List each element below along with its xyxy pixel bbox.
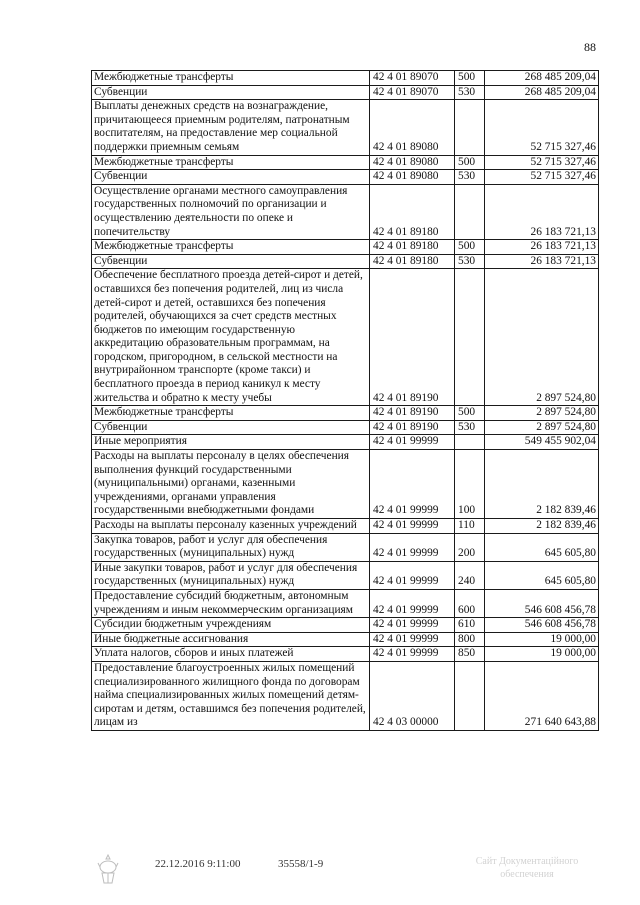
table-row: [92, 533, 599, 561]
row-kind-cell: 110: [455, 519, 485, 534]
row-amount-cell: 271 640 643,88: [485, 661, 599, 730]
row-kind-cell: 530: [455, 170, 485, 185]
row-code-cell: 42 4 01 99999: [370, 533, 455, 561]
row-name-cell: Выплаты денежных средств на вознаграждение, причитающееся приемным родителям, патронатным воспитателям, на предоставление мер социальной поддержки приемным семьям: [92, 100, 370, 155]
page-number: 88: [584, 40, 596, 54]
row-kind-cell: 500: [455, 240, 485, 255]
row-code-cell: 42 4 01 89070: [370, 85, 455, 100]
row-amount-cell: 546 608 456,78: [485, 618, 599, 633]
row-code-cell: 42 4 01 99999: [370, 561, 455, 589]
table-row: [92, 170, 599, 185]
row-code-cell: 42 4 01 89180: [370, 184, 455, 239]
table-row: [92, 589, 599, 617]
row-kind-cell: 530: [455, 85, 485, 100]
row-amount-cell: 26 183 721,13: [485, 254, 599, 269]
row-code-cell: 42 4 01 89080: [370, 155, 455, 170]
budget-table-body: [92, 71, 599, 731]
row-name-cell: Иные мероприятия: [92, 435, 370, 450]
row-name-cell: Межбюджетные трансферты: [92, 155, 370, 170]
table-row: [92, 85, 599, 100]
budget-table: [91, 70, 599, 731]
row-kind-cell: 800: [455, 632, 485, 647]
row-kind-cell: [455, 661, 485, 730]
row-name-cell: Межбюджетные трансферты: [92, 406, 370, 421]
row-name-cell: Субвенции: [92, 254, 370, 269]
row-name-cell: Субвенции: [92, 420, 370, 435]
row-name-cell: Закупка товаров, работ и услуг для обеспечения государственных (муниципальных) нужд: [92, 533, 370, 561]
emblem-logo: [96, 853, 120, 887]
table-row: [92, 254, 599, 269]
row-kind-cell: [455, 435, 485, 450]
table-row: [92, 420, 599, 435]
row-amount-cell: 268 485 209,04: [485, 85, 599, 100]
row-name-cell: Межбюджетные трансферты: [92, 240, 370, 255]
row-kind-cell: 530: [455, 420, 485, 435]
footer-date: 22.12.2016 9:11:00: [155, 858, 241, 870]
row-code-cell: 42 4 01 99999: [370, 450, 455, 519]
footer-stamp: [452, 855, 602, 881]
row-code-cell: 42 4 01 89080: [370, 100, 455, 155]
row-kind-cell: 610: [455, 618, 485, 633]
row-name-cell: Осуществление органами местного самоуправления государственных полномочий по организации и осуществлению деятельности по опеке и попечительству: [92, 184, 370, 239]
table-row: [92, 406, 599, 421]
table-row: [92, 240, 599, 255]
row-name-cell: Уплата налогов, сборов и иных платежей: [92, 647, 370, 662]
table-row: [92, 100, 599, 155]
footer-stamp-line: Сайт Документаційного: [475, 856, 579, 867]
row-amount-cell: 19 000,00: [485, 647, 599, 662]
table-row: [92, 155, 599, 170]
row-amount-cell: 19 000,00: [485, 632, 599, 647]
table-row: [92, 269, 599, 406]
row-kind-cell: 850: [455, 647, 485, 662]
row-code-cell: 42 4 01 89190: [370, 406, 455, 421]
row-amount-cell: 645 605,80: [485, 561, 599, 589]
row-code-cell: 42 4 03 00000: [370, 661, 455, 730]
row-code-cell: 42 4 01 89070: [370, 71, 455, 86]
table-row: [92, 184, 599, 239]
row-kind-cell: [455, 100, 485, 155]
row-amount-cell: 2 182 839,46: [485, 450, 599, 519]
row-code-cell: 42 4 01 99999: [370, 618, 455, 633]
row-amount-cell: 2 182 839,46: [485, 519, 599, 534]
row-code-cell: 42 4 01 89190: [370, 420, 455, 435]
row-code-cell: 42 4 01 89180: [370, 240, 455, 255]
row-code-cell: 42 4 01 89080: [370, 170, 455, 185]
row-kind-cell: 500: [455, 71, 485, 86]
row-amount-cell: 546 608 456,78: [485, 589, 599, 617]
table-row: [92, 632, 599, 647]
row-amount-cell: 26 183 721,13: [485, 240, 599, 255]
row-name-cell: Субвенции: [92, 85, 370, 100]
footer-stamp-line: обеспечения: [500, 869, 554, 880]
table-row: [92, 450, 599, 519]
table-row: [92, 647, 599, 662]
row-name-cell: Межбюджетные трансферты: [92, 71, 370, 86]
row-code-cell: 42 4 01 99999: [370, 589, 455, 617]
table-row: [92, 519, 599, 534]
table-row: [92, 618, 599, 633]
row-kind-cell: 100: [455, 450, 485, 519]
row-amount-cell: 26 183 721,13: [485, 184, 599, 239]
row-name-cell: Предоставление субсидий бюджетным, автономным учреждениям и иным некоммерческим организациям: [92, 589, 370, 617]
row-kind-cell: 500: [455, 155, 485, 170]
row-code-cell: 42 4 01 99999: [370, 435, 455, 450]
row-kind-cell: [455, 269, 485, 406]
row-amount-cell: 52 715 327,46: [485, 100, 599, 155]
row-name-cell: Предоставление благоустроенных жилых помещений специализированного жилищного фонда по договорам найма специализированных жилых помещений детям-сиротам и детям, оставшимся без попечения родителей, лицам из: [92, 661, 370, 730]
row-name-cell: Обеспечение бесплатного проезда детей-сирот и детей, оставшихся без попечения родителей, лиц из числа детей-сирот и детей, оставшихся без попечения родителей, обучающихся за счет средств местных бюджетов по имеющим государственную аккредитацию образовательным программам, на городском, пригородном, в сельской местности на внутрирайонном транспорте (кроме такси) и бесплатного проезда в период каникул к месту жительства и обратно к месту учебы: [92, 269, 370, 406]
row-name-cell: Расходы на выплаты персоналу казенных учреждений: [92, 519, 370, 534]
footer-doc-number: 35558/1-9: [278, 858, 324, 870]
table-row: [92, 661, 599, 730]
row-code-cell: 42 4 01 99999: [370, 519, 455, 534]
row-kind-cell: 530: [455, 254, 485, 269]
row-amount-cell: 2 897 524,80: [485, 420, 599, 435]
table-row: [92, 435, 599, 450]
row-kind-cell: 240: [455, 561, 485, 589]
row-kind-cell: 500: [455, 406, 485, 421]
row-kind-cell: 200: [455, 533, 485, 561]
row-kind-cell: [455, 184, 485, 239]
row-amount-cell: 2 897 524,80: [485, 406, 599, 421]
row-name-cell: Расходы на выплаты персоналу в целях обеспечения выполнения функций государственными (муниципальными) органами, казенными учреждениями, органами управления государственными внебюджетными фондами: [92, 450, 370, 519]
row-name-cell: Субвенции: [92, 170, 370, 185]
row-amount-cell: 549 455 902,04: [485, 435, 599, 450]
row-name-cell: Субсидии бюджетным учреждениям: [92, 618, 370, 633]
table-row: [92, 561, 599, 589]
row-amount-cell: 52 715 327,46: [485, 155, 599, 170]
table-row: [92, 71, 599, 86]
row-amount-cell: 52 715 327,46: [485, 170, 599, 185]
row-amount-cell: 268 485 209,04: [485, 71, 599, 86]
row-name-cell: Иные бюджетные ассигнования: [92, 632, 370, 647]
row-amount-cell: 2 897 524,80: [485, 269, 599, 406]
row-kind-cell: 600: [455, 589, 485, 617]
row-name-cell: Иные закупки товаров, работ и услуг для обеспечения государственных (муниципальных) нужд: [92, 561, 370, 589]
row-code-cell: 42 4 01 89190: [370, 269, 455, 406]
row-code-cell: 42 4 01 99999: [370, 647, 455, 662]
row-code-cell: 42 4 01 99999: [370, 632, 455, 647]
row-amount-cell: 645 605,80: [485, 533, 599, 561]
footer: [0, 853, 640, 893]
row-code-cell: 42 4 01 89180: [370, 254, 455, 269]
